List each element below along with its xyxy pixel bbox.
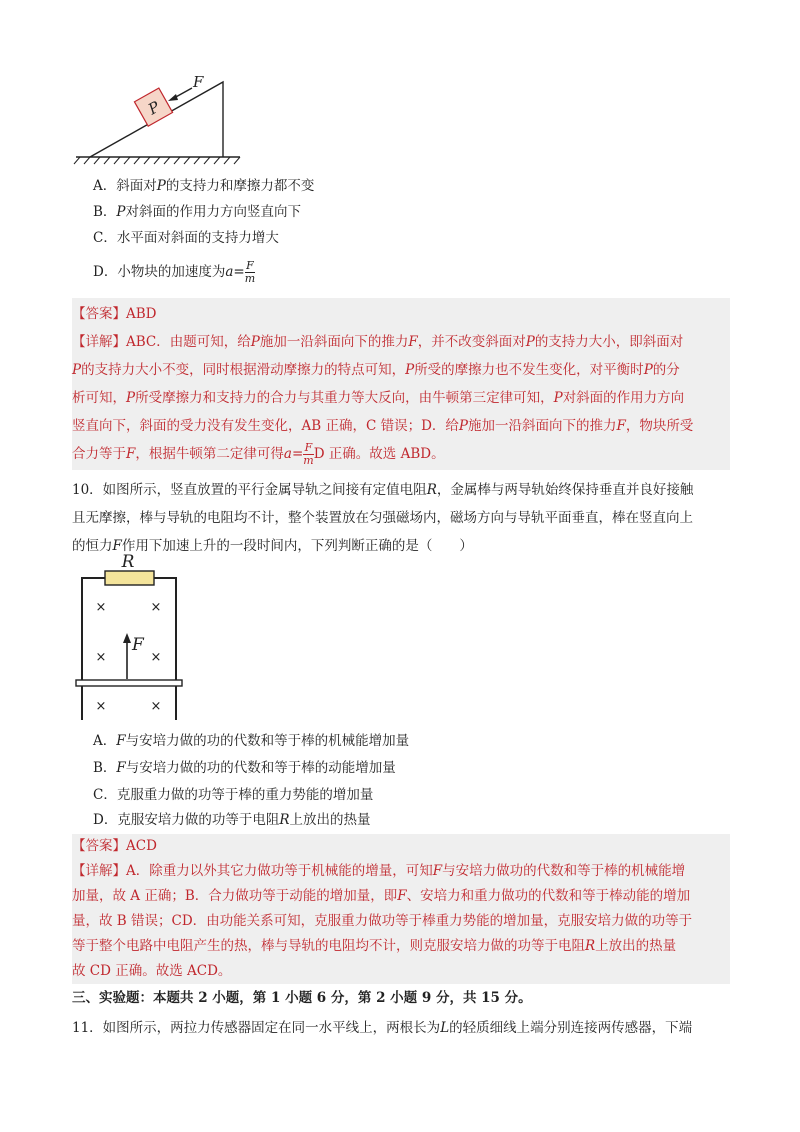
- field-mark: ×: [150, 600, 162, 615]
- q11-stem: 11．如图所示，两拉力传感器固定在同一水平线上，两根长为L的轻质细线上端分别连接两传感器，下端: [72, 1020, 693, 1036]
- q9-detail: 【详解】ABC．由题可知，给P施加一沿斜面向下的推力F，并不改变斜面对P的支持力大小，即斜面对 P的支持力大小不变，同时根据滑动摩擦力的特点可知，P所受的摩擦力也不发生变化，对平衡时P的分 析可知，P所受摩擦力和支持力的合力与其重力等大反向，由牛顿第三定律可知，P对斜面的作用力方向 竖直向下，斜面的受力没有发生变化，AB 正确，C 错误；D．给P施加一沿斜面向下的推力F，物块所受 合力等于F，根据牛顿第二定律可得a= $\frac{F}{m}$ D 正确。故选 ABD。: [72, 334, 694, 467]
- force-label: F: [193, 73, 204, 91]
- q10-stem: 10．如图所示，竖直放置的平行金属导轨之间接有定值电阻R，金属棒与两导轨始终保持垂直并良好接触 且无摩擦，棒与导轨的电阻均不计，整个装置放在匀强磁场内，磁场方向与导轨平面垂直，棒在竖直向上 的恒力F作用下加速上升的一段时间内，下列判断正确的是（ ）: [72, 482, 694, 554]
- q9-option-a[interactable]: A．斜面对P的支持力和摩擦力都不变: [93, 178, 315, 194]
- q10-option-c[interactable]: C．克服重力做的功等于棒的重力势能的增加量: [93, 787, 374, 803]
- q10-option-a[interactable]: A．F与安培力做的功的代数和等于棒的机械能增加量: [93, 733, 410, 749]
- field-mark: ×: [95, 600, 107, 615]
- q10-option-d[interactable]: D．克服安培力做的功等于电阻R上放出的热量: [93, 812, 371, 828]
- q9-option-c[interactable]: C．水平面对斜面的支持力增大: [93, 230, 279, 246]
- force-label-f: F: [132, 635, 144, 655]
- field-mark: ×: [150, 650, 162, 665]
- field-mark: ×: [95, 650, 107, 665]
- q10-option-b[interactable]: B．F与安培力做的功的代数和等于棒的动能增加量: [93, 760, 396, 776]
- incline-figure: [70, 70, 250, 170]
- resistor: [105, 571, 154, 585]
- field-mark: ×: [150, 699, 162, 714]
- resistor-label: R: [121, 552, 135, 572]
- q9-answer: 【答案】ABD: [72, 306, 157, 322]
- q9-option-b[interactable]: B．P对斜面的作用力方向竖直向下: [93, 204, 302, 220]
- fraction-f-over-m: $\frac{F}{m}$: [244, 259, 256, 285]
- field-mark: ×: [95, 699, 107, 714]
- detail-fraction: $\frac{F}{m}$: [303, 441, 314, 467]
- q10-detail: 【详解】A．除重力以外其它力做功等于机械能的增量，可知F与安培力做功的代数和等于棒的机械能增 加量，故 A 正确；B．合力做功等于动能的增加量，即F、安培力和重力做功的代数和等于棒动能的增加 量，故 B 错误；CD．由功能关系可知，克服重力做功等于棒重力势能的增加量，克服安培力做的功等于 等于整个电路中电阻产生的热，棒与导轨的电阻均不计，则克服安培力做的功等于电阻R上放出的热量 故 CD 正确。故选 ACD。: [72, 863, 693, 979]
- block-label: P: [145, 97, 163, 119]
- q9-option-d[interactable]: D．小物块的加速度为a= $\frac{F}{m}$: [93, 259, 256, 285]
- rail-figure: [70, 550, 190, 722]
- q10-answer: 【答案】ACD: [72, 838, 157, 854]
- metal-rod: [76, 680, 182, 686]
- section-3-heading: 三、实验题：本题共 2 小题，第 1 小题 6 分，第 2 小题 9 分，共 15 分。: [72, 990, 532, 1006]
- block-p: [134, 88, 172, 126]
